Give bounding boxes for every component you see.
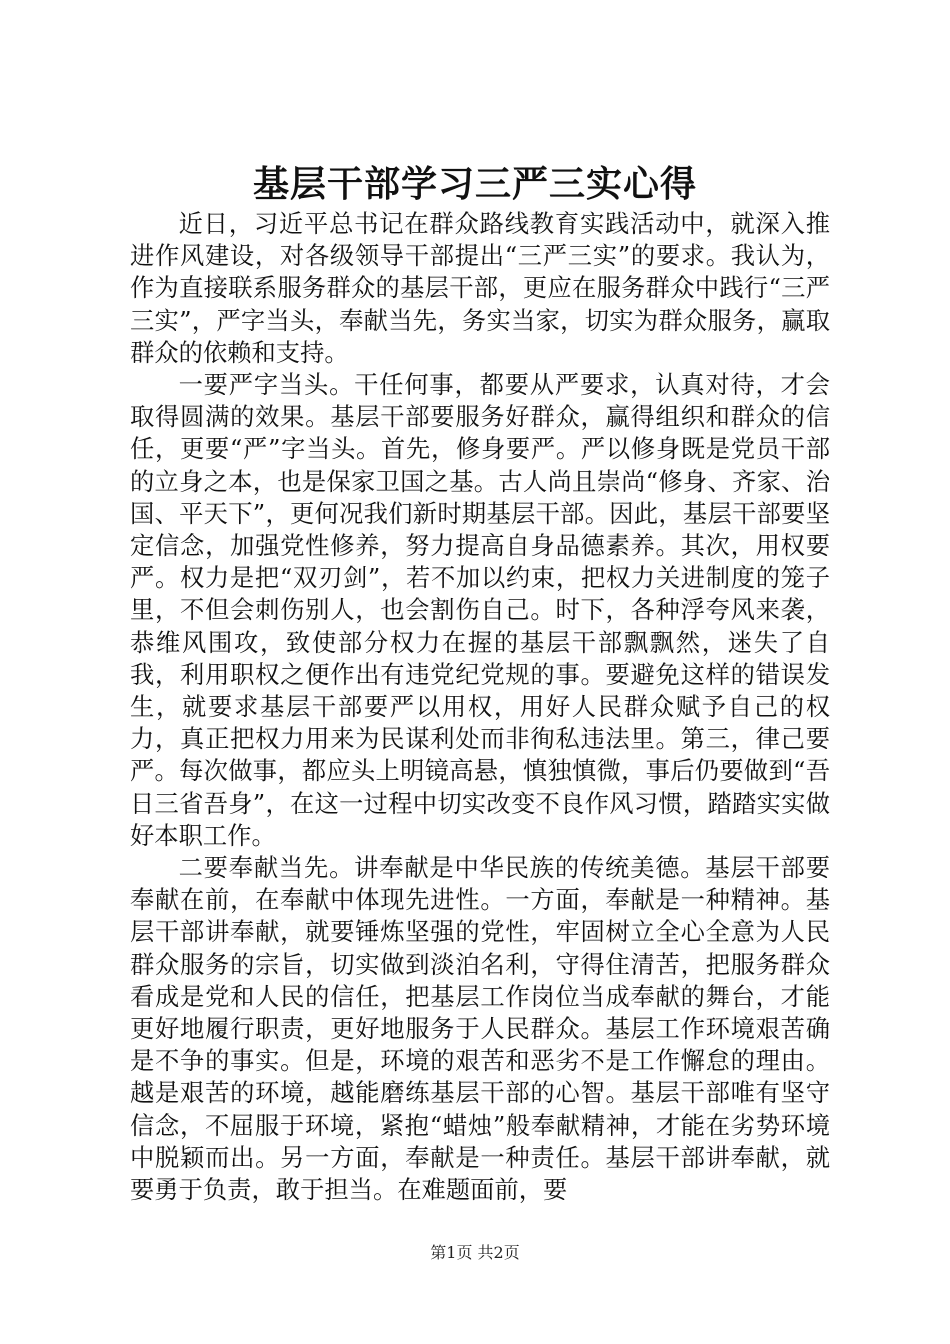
page-number-footer: 第1页 共2页 [430,1243,520,1262]
document-title: 基层干部学习三严三实心得 [252,163,697,205]
paragraph-strict: 一要严字当头。干任何事，都要从严要求，认真对待，才会取得圆满的效果。基层干部要服务好群众，赢得组织和群众的信任，更要“严”字当头。首先，修身要严。严以修身既是党员干部的立身之本，也是保家卫国之基。古人尚且崇尚“修身、齐家、治国、平天下”，更何况我们新时期基层干部。因此，基层干部要坚定信念，加强党性修养，努力提高自身品德素养。其次，用权要严。权力是把“双刃剑”，若不加以约束，把权力关进制度的笼子里，不但会刺伤别人，也会割伤自己。时下，各种浮夸风来袭，恭维风围攻，致使部分权力在握的基层干部飘飘然，迷失了自我，利用职权之便作出有违党纪党规的事。要避免这样的错误发生，就要求基层干部要严以用权，用好人民群众赋予自己的权力，真正把权力用来为民谋利处而非徇私违法里。第三，律己要严。每次做事，都应头上明镜高悬，慎独慎微，事后仍要做到“吾日三省吾身”，在这一过程中切实改变不良作风习惯，踏踏实实做好本职工作。 [130,370,830,850]
paragraph-dedication: 二要奉献当先。讲奉献是中华民族的传统美德。基层干部要奉献在前，在奉献中体现先进性。一方面，奉献是一种精神。基层干部讲奉献，就要锤炼坚强的党性，牢固树立全心全意为人民群众服务的宗旨，切实做到淡泊名利，守得住清苦，把服务群众看成是党和人民的信任，把基层工作岗位当成奉献的舞台，才能更好地履行职责，更好地服务于人民群众。基层工作环境艰苦确是不争的事实。但是，环境的艰苦和恶劣不是工作懈怠的理由。越是艰苦的环境，越能磨练基层干部的心智。基层干部唯有坚守信念，不屈服于环境，紧抱“蜡烛”般奉献精神，才能在劣势环境中脱颖而出。另一方面，奉献是一种责任。基层干部讲奉献，就要勇于负责，敢于担当。在难题面前，要 [130,853,830,1205]
document-body [130,208,830,1206]
paragraph-intro: 近日，习近平总书记在群众路线教育实践活动中，就深入推进作风建设，对各级领导干部提出“三严三实”的要求。我认为，作为直接联系服务群众的基层干部，更应在服务群众中践行“三严三实”，严字当头，奉献当先，务实当家，切实为群众服务，赢取群众的依赖和支持。 [130,209,830,367]
